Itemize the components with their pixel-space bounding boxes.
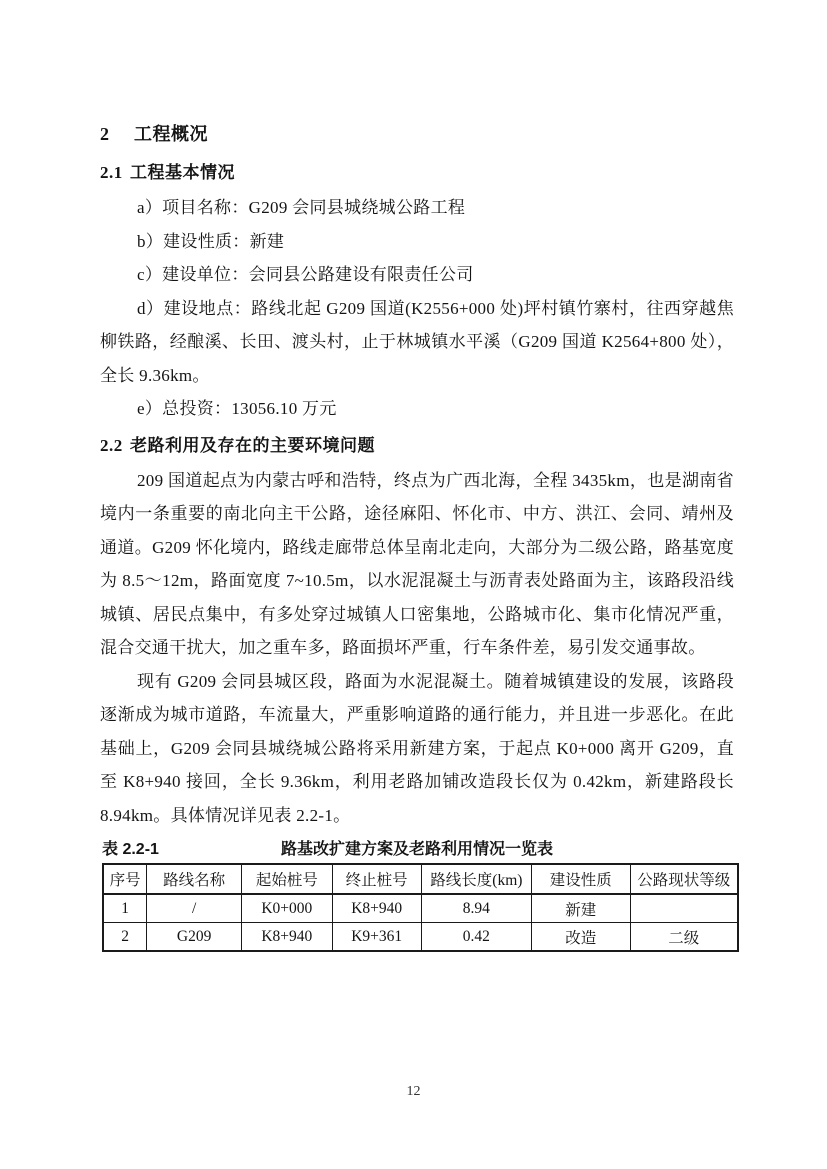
- total-investment-item: e）总投资：13056.10 万元: [137, 399, 337, 418]
- section-2-title: 工程概况: [134, 124, 208, 144]
- table-caption-label: 表 2.2-1: [102, 841, 159, 858]
- cell-length: 8.94: [421, 894, 531, 923]
- construction-location-item: d）建设地点：路线北起 G209 国道(K2556+000 处)坪村镇竹寨村，往西穿越焦柳铁路，经酿溪、长田、渡头村，止于林城镇水平溪（G209 国道 K2564+800 处），全长 9.36km。: [100, 298, 734, 385]
- construction-nature-item: b）建设性质：新建: [137, 231, 285, 251]
- cell-end-stake: K8+940: [332, 894, 421, 923]
- new-route-plan-paragraph: 现有 G209 会同县城区段，路面为水泥混凝土。随着城镇建设的发展，该路段逐渐成为城市道路，车流量大，严重影响道路的通行能力，并且进一步恶化。在此基础上，G209 会同县城绕城公路将采用新建方案，于起点 K0+000 离开 G209，直至 K8+940 接回，全长 9.36km，利用老路加铺改造段长仅为 0.42km，新建路段长 8.94km。具体情况详见表 2.2-1。: [100, 671, 734, 825]
- roadbed-reconstruction-table: [102, 863, 739, 952]
- construction-unit-item: c）建设单位：会同县公路建设有限责任公司: [137, 265, 474, 284]
- cell-seq: 1: [103, 894, 147, 923]
- cell-nature: 改造: [532, 923, 630, 952]
- cell-current-grade: 二级: [630, 923, 738, 952]
- cell-seq: 2: [103, 923, 147, 952]
- section-2-2-heading: [100, 433, 734, 459]
- section-2-2-number: 2.2: [100, 435, 123, 455]
- project-name-item: a）项目名称：G209 会同县城绕城公路工程: [137, 198, 466, 217]
- column-header-nature: 建设性质: [532, 864, 630, 894]
- cell-length: 0.42: [421, 923, 531, 952]
- column-header-seq: 序号: [103, 864, 147, 894]
- cell-start-stake: K8+940: [241, 923, 332, 952]
- table-row: [103, 894, 738, 923]
- column-header-length: 路线长度(km): [421, 864, 531, 894]
- column-header-end-stake: 终止桩号: [332, 864, 421, 894]
- table-header-row: [103, 864, 738, 894]
- column-header-route-name: 路线名称: [147, 864, 242, 894]
- page-number: 12: [406, 1084, 421, 1099]
- cell-end-stake: K9+361: [332, 923, 421, 952]
- table-caption-title: 路基改扩建方案及老路利用情况一览表: [280, 841, 553, 858]
- section-2-1-number: 2.1: [100, 163, 123, 182]
- cell-nature: 新建: [532, 894, 630, 923]
- column-header-start-stake: 起始桩号: [241, 864, 332, 894]
- document-body: [100, 121, 734, 952]
- cell-route-name: G209: [147, 923, 242, 952]
- table-caption: [100, 837, 734, 862]
- column-header-current-grade: 公路现状等级: [630, 864, 738, 894]
- table-row: [103, 923, 738, 952]
- section-2-1-heading: [100, 160, 734, 186]
- old-road-overview-paragraph: 209 国道起点为内蒙古呼和浩特，终点为广西北海，全程 3435km，也是湖南省境内一条重要的南北向主干公路，途径麻阳、怀化市、中方、洪江、会同、靖州及通道。G209 怀化境内，路线走廊带总体呈南北走向，大部分为二级公路，路基宽度为 8.5～12m，路面宽度 7~10.5m，以水泥混凝土与沥青表处路面为主，该路段沿线城镇、居民点集中，有多处穿过城镇人口密集地，公路城市化、集市化情况严重，混合交通干扰大，加之重车多，路面损坏严重，行车条件差，易引发交通事故。: [100, 470, 734, 657]
- cell-current-grade: [630, 894, 738, 923]
- section-2-2-title: 老路利用及存在的主要环境问题: [130, 435, 375, 455]
- cell-start-stake: K0+000: [241, 894, 332, 923]
- section-2-heading: [100, 121, 734, 147]
- cell-route-name: /: [147, 894, 242, 923]
- section-2-number: 2: [100, 124, 110, 144]
- section-2-1-title: 工程基本情况: [130, 163, 235, 182]
